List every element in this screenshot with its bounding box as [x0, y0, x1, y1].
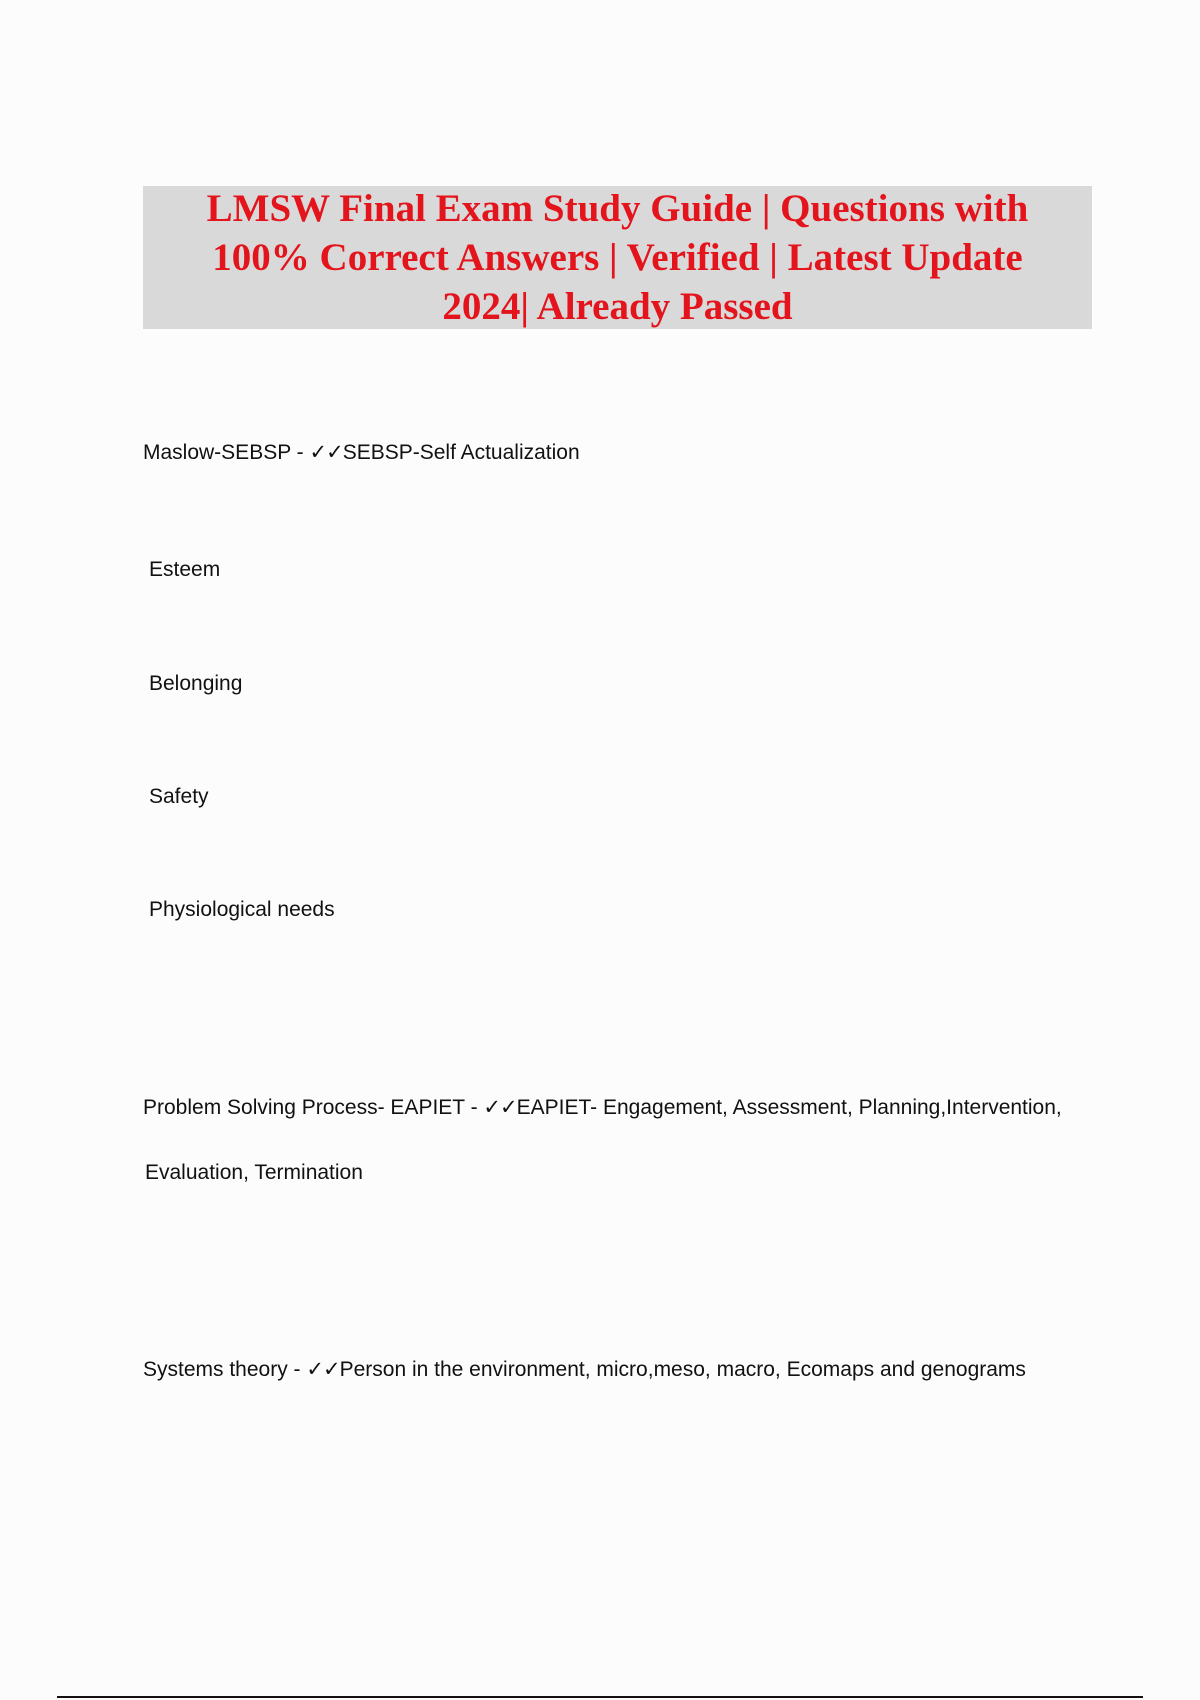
answer-maslow: SEBSP-Self Actualization	[342, 441, 580, 464]
check-mark-icon: ✓✓	[483, 1096, 517, 1119]
document-title: LMSW Final Exam Study Guide | Questions with 100% Correct Answers | Verified | Latest Update 2024| Already Passed	[206, 187, 1029, 328]
qa-systems-theory	[143, 1357, 1026, 1383]
check-mark-icon: ✓✓	[306, 1358, 340, 1381]
maslow-item-esteem: Esteem	[149, 558, 221, 581]
answer-systems-theory: Person in the environment, micro,meso, macro, Ecomaps and genograms	[339, 1358, 1026, 1381]
answer-problem-solving-line2: Evaluation, Termination	[145, 1161, 363, 1184]
term-maslow: Maslow-SEBSP -	[143, 441, 310, 464]
term-systems-theory: Systems theory -	[143, 1358, 307, 1381]
maslow-item-physiological: Physiological needs	[149, 898, 335, 921]
check-mark-icon: ✓✓	[309, 441, 343, 464]
qa-problem-solving	[143, 1095, 1062, 1121]
page-bottom-rule	[57, 1696, 1143, 1698]
qa-maslow	[143, 440, 580, 466]
term-problem-solving: Problem Solving Process- EAPIET -	[143, 1096, 484, 1119]
maslow-item-safety: Safety	[149, 785, 209, 808]
title-banner	[143, 186, 1092, 329]
answer-problem-solving-line1: EAPIET- Engagement, Assessment, Planning,Intervention,	[516, 1096, 1062, 1119]
maslow-item-belonging: Belonging	[149, 672, 243, 695]
